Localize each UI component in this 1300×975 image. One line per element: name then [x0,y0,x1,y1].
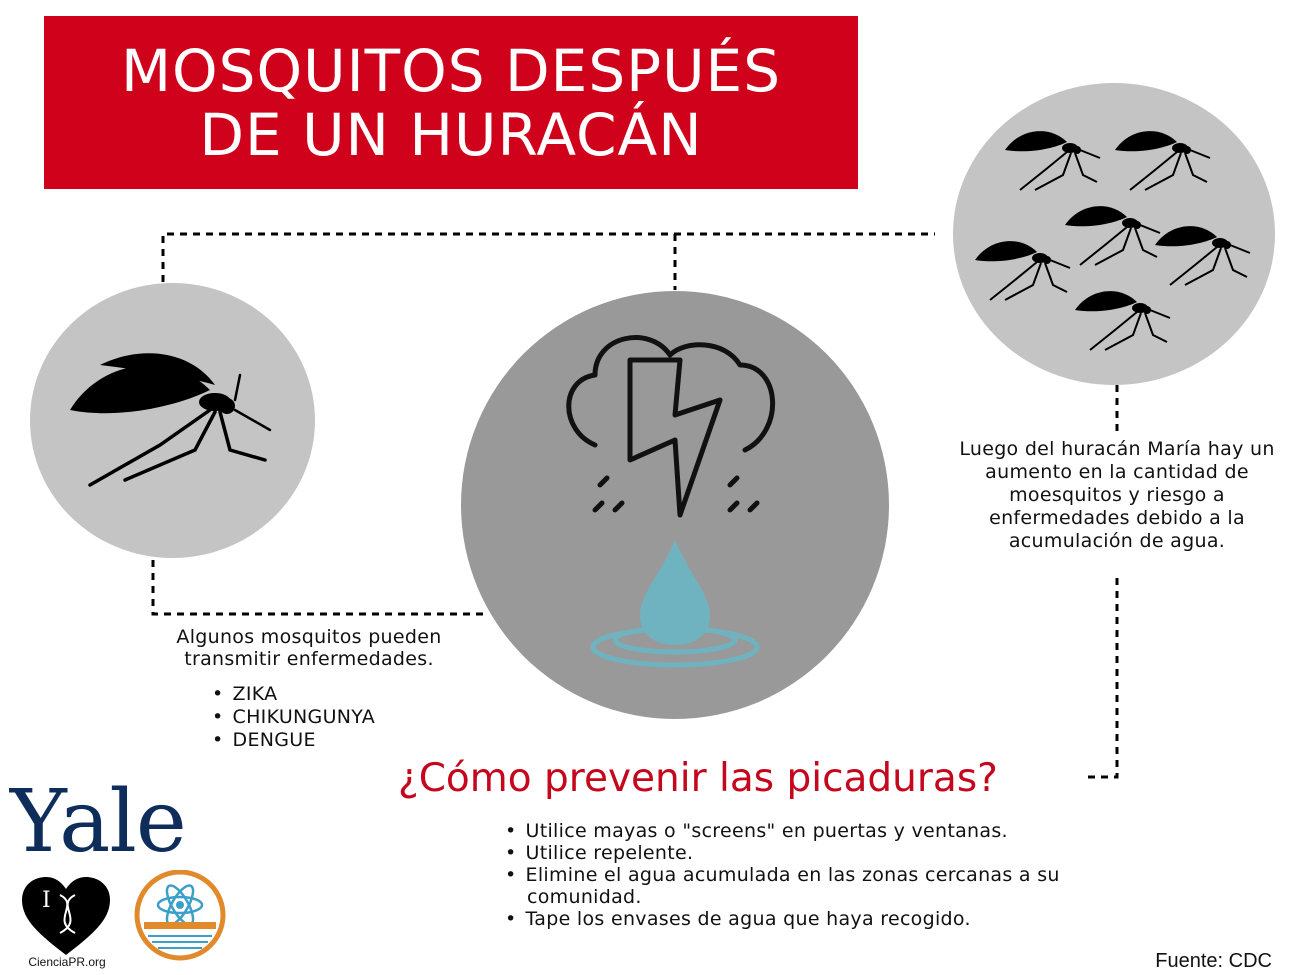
list-item: • Tape los envases de agua que haya recogido. [505,908,1145,930]
source-label: Fuente: CDC [1155,950,1272,972]
list-item: • Utilice mayas o "screens" en puertas y ventanas. [505,820,1145,842]
disease-intro-line-1: Algunos mosquitos pueden [176,626,442,648]
storm-cloud-icon [555,320,795,530]
list-item: • Utilice repelente. [505,842,1145,864]
dna-heart-icon [20,875,112,957]
mosquito-swarm-icon [965,110,1265,370]
yale-logo: Yale [10,772,186,872]
mosquito-icon [60,340,290,500]
prevention-tips [505,820,1145,930]
list-item: • DENGUE [212,729,375,752]
list-item: • CHIKUNGUNYA [212,706,375,729]
list-item: • ZIKA [212,683,375,706]
water-drop-icon [580,535,770,675]
title-line-2: DE UN HURACÁN [199,100,703,169]
prevention-question: ¿Cómo prevenir las picaduras? [398,756,998,801]
disease-intro [150,626,468,670]
disease-list [212,683,375,752]
cienciapr-url: CienciaPR.org [28,955,106,969]
disease-intro-line-2: transmitir enfermedades. [184,648,434,670]
list-item: • Elimine el agua acumulada en las zonas cercanas a su comunidad. [505,864,1145,908]
title-line-1: MOSQUITOS DESPUÉS [120,36,782,105]
hurricane-description: Luego del huracán María hay un aumento en la cantidad de moesquitos y riesgo a enfermedades debido a la acumulación de agua. [959,438,1275,552]
heart-letter: I [42,888,51,913]
atom-badge-icon [130,870,230,962]
